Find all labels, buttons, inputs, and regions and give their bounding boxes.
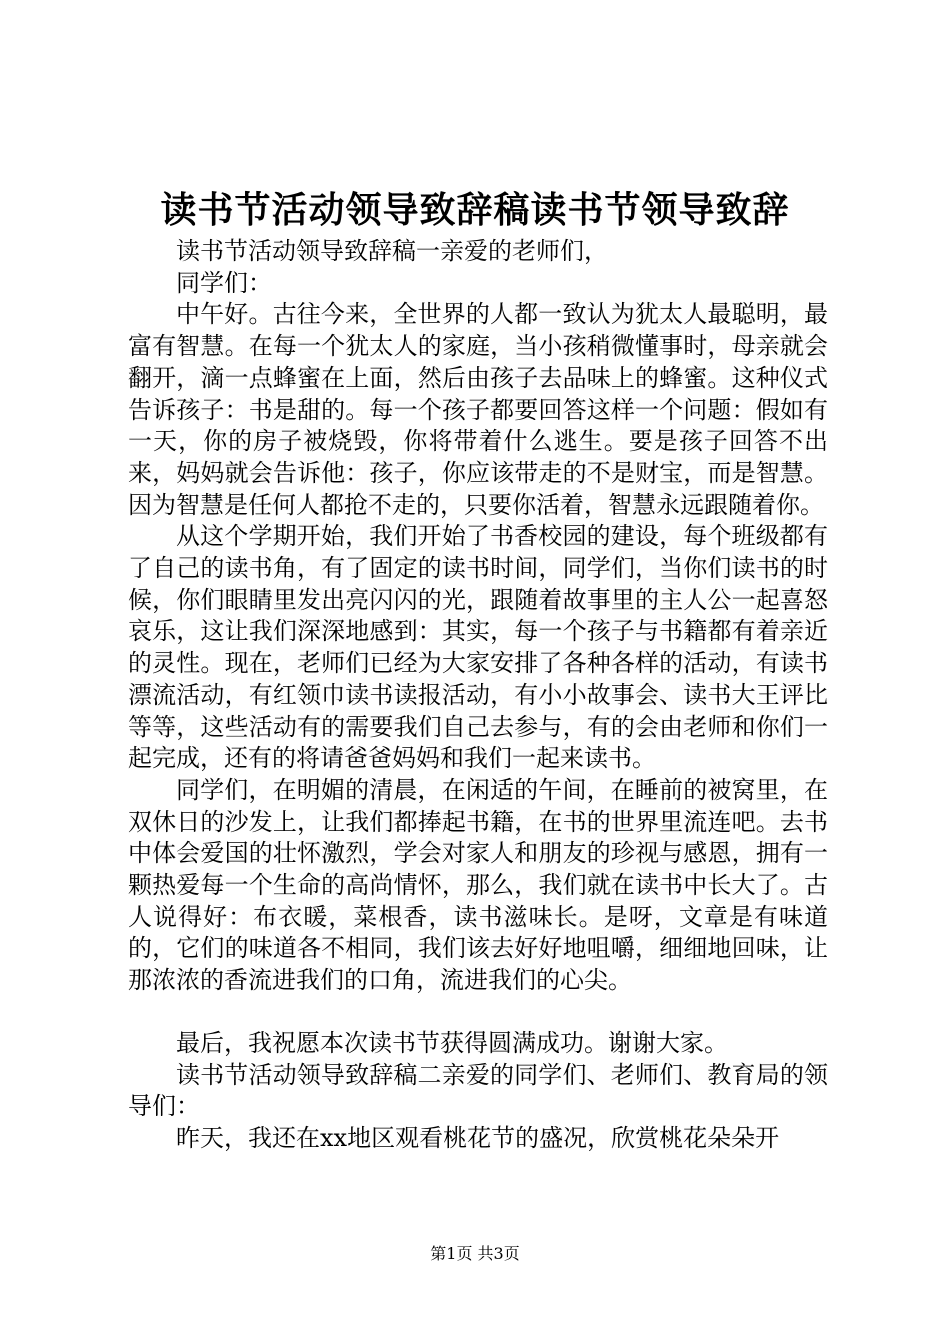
document-body <box>128 236 828 1155</box>
paragraph-speech-2-heading: 读书节活动领导致辞稿二亲爱的同学们、老师们、教育局的领导们： <box>128 1060 828 1121</box>
paragraph-body: 中午好。古往今来，全世界的人都一致认为犹太人最聪明，最富有智慧。在每一个犹太人的家庭，当小孩稍微懂事时，母亲就会翻开，滴一点蜂蜜在上面，然后由孩子去品味上的蜂蜜。这种仪式告诉孩子：书是甜的。每一个孩子都要回答这样一个问题：假如有一天，你的房子被烧毁，你将带着什么逃生。要是孩子回答不出来，妈妈就会告诉他：孩子，你应该带走的不是财宝，而是智慧。因为智慧是任何人都抢不走的，只要你活着，智慧永远跟随着你。 <box>128 300 828 519</box>
paragraph-body: 昨天，我还在xx地区观看桃花节的盛况，欣赏桃花朵朵开 <box>176 1123 780 1152</box>
paragraph-greeting-2: 同学们： <box>176 268 272 297</box>
paragraph-body: 同学们，在明媚的清晨，在闲适的午间，在睡前的被窝里，在双休日的沙发上，让我们都捧起书籍，在书的世界里流连吧。去书中体会爱国的壮怀激烈，学会对家人和朋友的珍视与感恩，拥有一颗热爱每一个生命的高尚情怀，那么，我们就在读书中长大了。古人说得好：布衣暖，菜根香，读书滋味长。是呀，文章是有味道的，它们的味道各不相同，我们该去好好地咀嚼，细细地回味，让那浓浓的香流进我们的口角，流进我们的心尖。 <box>128 775 828 995</box>
paragraph-greeting-1: 读书节活动领导致辞稿一亲爱的老师们， <box>176 237 608 265</box>
document-title: 读书节活动领导致辞稿读书节领导致辞 <box>160 189 790 231</box>
paragraph-closing: 最后，我祝愿本次读书节获得圆满成功。谢谢大家。 <box>176 1028 728 1057</box>
page-footer: 第1页 共3页 <box>430 1244 520 1263</box>
paragraph-body: 从这个学期开始，我们开始了书香校园的建设，每个班级都有了自己的读书角，有了固定的读书时间，同学们，当你们读书的时候，你们眼睛里发出亮闪闪的光，跟随着故事里的主人公一起喜怒哀乐，这让我们深深地感到：其实，每一个孩子与书籍都有着亲近的灵性。现在，老师们已经为大家安排了各种各样的活动，有读书漂流活动，有红领巾读书读报活动，有小小故事会、读书大王评比等等，这些活动有的需要我们自己去参与，有的会由老师和你们一起完成，还有的将请爸爸妈妈和我们一起来读书。 <box>128 522 828 773</box>
